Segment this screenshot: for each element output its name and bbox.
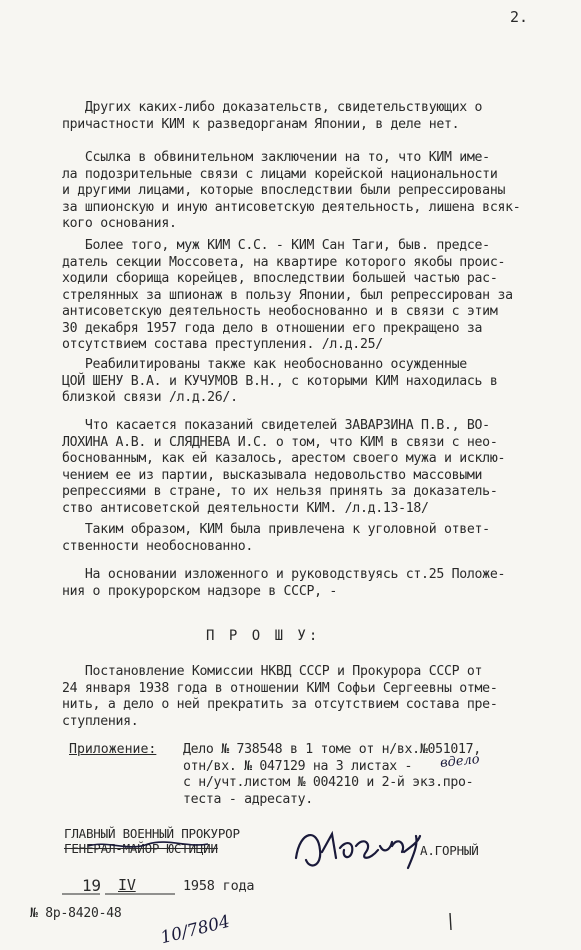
text-line: ния о прокурорском надзоре в СССР, - xyxy=(62,583,338,599)
reference-number: № 8р-8420-48 xyxy=(30,906,122,921)
text-line: с н/учт.листом № 004210 и 2-й экз.про- xyxy=(183,775,474,790)
appendix-label: Приложение: xyxy=(69,742,157,757)
heading-prosu: П Р О Ш У: xyxy=(206,628,321,644)
text-line: 24 января 1938 года в отношении КИМ Софьи Сергеевны отме- xyxy=(62,680,498,696)
text-line: за шпионскую и иную антисоветскую деятельность, лишена всяк- xyxy=(62,199,521,215)
text-line: Других каких-либо доказательств, свидетельствующих о xyxy=(62,100,483,115)
text-line: нить, а дело о ней прекратить за отсутствием состава пре- xyxy=(62,697,498,712)
signer-title-line2: ГЕНЕРАЛ-МАЙОР ЮСТИЦИИ xyxy=(64,841,218,856)
ink-tick xyxy=(450,913,451,930)
text-line: боснованным, как ей казалось, арестом своего мужа и исклю- xyxy=(62,451,506,466)
text-line: Реабилитированы также как необоснованно осужденные xyxy=(62,357,467,372)
signer-name: А.ГОРНЫЙ xyxy=(420,843,479,858)
text-line: 30 декабря 1957 года дело в отношении его прекращено за xyxy=(62,320,483,336)
text-line: ступления. xyxy=(62,713,139,729)
text-line: ЦОЙ ШЕНУ В.А. и КУЧУМОВ В.Н., с которыми КИМ находилась в xyxy=(62,373,498,389)
text-line: репрессиями в стране, то их нельзя принять за доказатель- xyxy=(62,484,498,499)
date-month: IV xyxy=(118,876,136,894)
text-line: кого основания. xyxy=(62,216,177,231)
date-year: 1958 года xyxy=(183,878,255,894)
text-line: Более того, муж КИМ С.С. - КИМ Сан Таги, быв. предсе- xyxy=(62,238,490,253)
handwritten-number: 10/7804 xyxy=(158,911,232,949)
date-day: 19 xyxy=(82,876,101,895)
text-line: стрелянных за шпионаж в пользу Японии, был репрессирован за xyxy=(62,287,513,303)
text-line: чением ее из партии, высказывала недовольство массовыми xyxy=(62,467,483,483)
text-line: ходили сборища корейцев, впоследствии большей частью рас- xyxy=(62,271,498,286)
text-line: ла подозрительные связи с лицами корейской национальности xyxy=(62,166,498,182)
text-line: и другими лицами, которые впоследствии были репрессированы xyxy=(62,183,506,198)
text-line: ство антисоветской деятельности КИМ. /л.д.13-18/ xyxy=(62,500,429,516)
text-line: На основании изложенного и руководствуясь ст.25 Положе- xyxy=(62,567,506,582)
text-line: Постановление Комиссии НКВД СССР и Прокурора СССР от xyxy=(62,664,483,679)
text-line: отсутствием состава преступления. /л.д.25/ xyxy=(62,337,383,352)
text-line: Ссылка в обвинительном заключении на то, что КИМ име- xyxy=(62,150,490,165)
text-line: причастности КИМ к разведорганам Японии, в деле нет. xyxy=(62,116,460,132)
page-number: 2. xyxy=(510,8,529,26)
text-line: Таким образом, КИМ была привлечена к уголовной ответ- xyxy=(62,522,490,537)
signature-scribble xyxy=(296,834,420,868)
text-line: отн/вх. № 047129 на 3 листах - xyxy=(183,758,413,774)
text-line: ственности необоснованно. xyxy=(62,538,253,554)
text-line: Дело № 738548 в 1 томе от н/вх.№051017, xyxy=(183,742,481,757)
text-line: теста - адресату. xyxy=(183,791,313,807)
text-line: датель секции Моссовета, на квартире которого якобы проис- xyxy=(62,254,506,270)
strike-scribble xyxy=(88,842,208,847)
text-line: близкой связи /л.д.26/. xyxy=(62,390,238,405)
text-line: антисоветскую деятельность необоснованно и в связи с этим xyxy=(62,304,498,319)
handwritten-insert: вдело xyxy=(439,751,481,772)
text-line: Что касается показаний свидетелей ЗАВАРЗИНА П.В., ВО- xyxy=(62,418,490,433)
signer-title-line1: ГЛАВНЫЙ ВОЕННЫЙ ПРОКУРОР xyxy=(64,826,240,841)
text-line: ЛОХИНА А.В. и СЛЯДНЕВА И.С. о том, что КИМ в связи с нео- xyxy=(62,434,498,450)
